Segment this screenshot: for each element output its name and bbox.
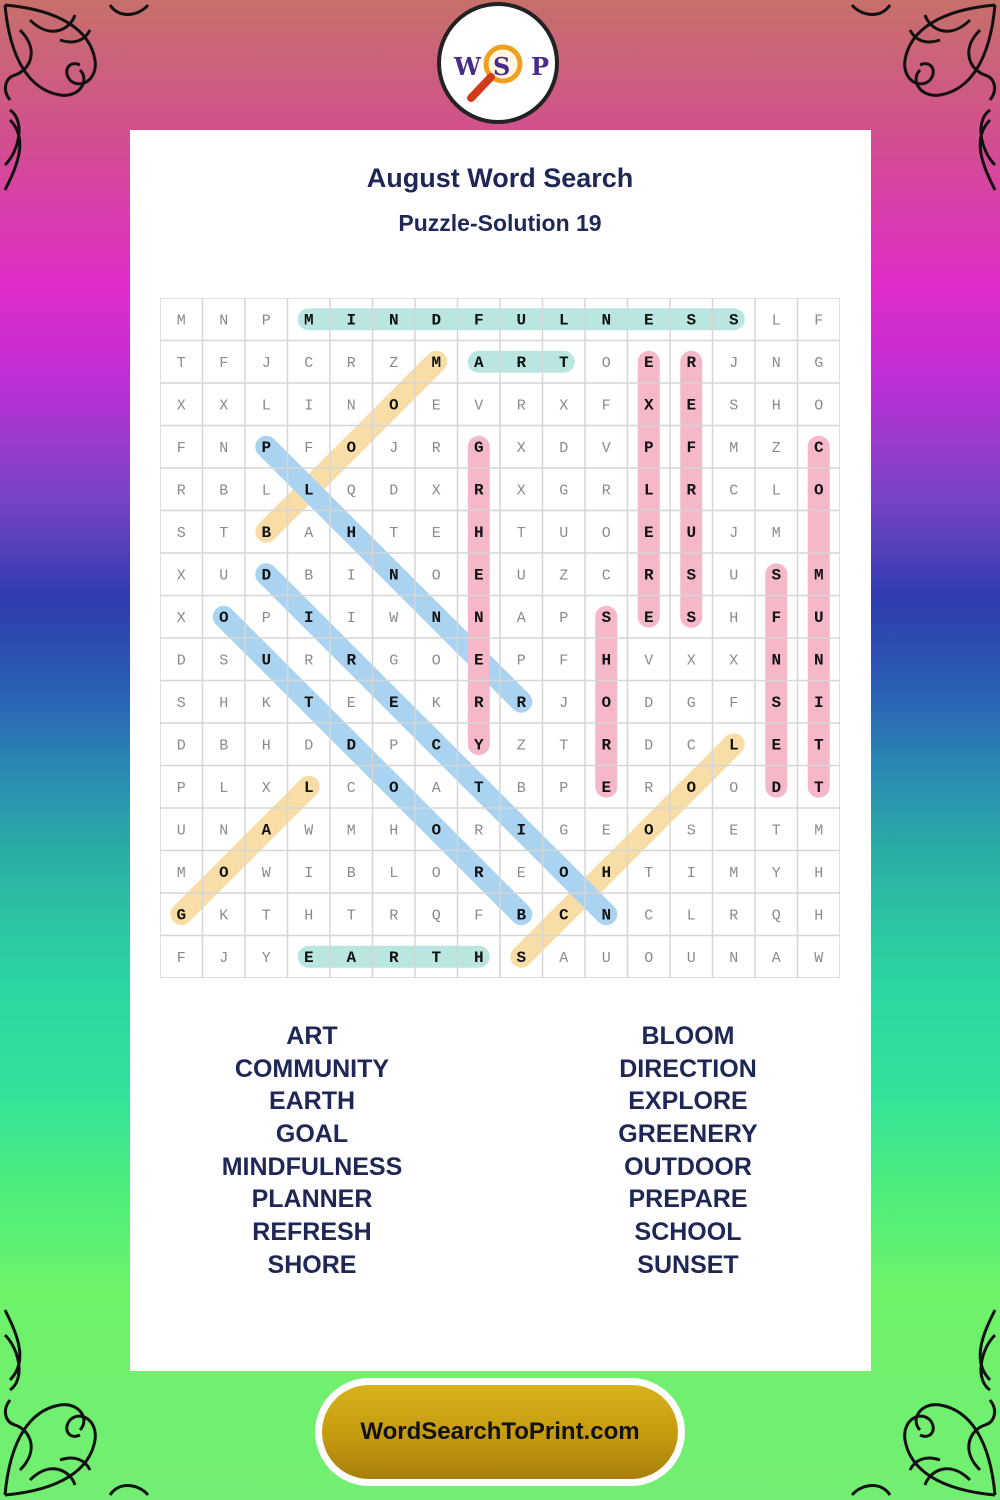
grid-cell-letter[interactable]: H [729,609,739,627]
grid-cell-letter[interactable]: W [304,822,314,840]
grid-cell-letter[interactable]: E [643,608,654,627]
grid-cell-letter[interactable]: K [219,907,229,925]
grid-cell-letter[interactable]: Y [473,736,484,755]
grid-cell-letter[interactable]: U [729,567,739,585]
grid-cell-letter[interactable]: R [686,353,697,372]
word-list-item: ART [286,1022,338,1050]
grid-cell-letter[interactable]: R [473,863,484,882]
grid-cell-letter[interactable]: J [729,354,739,372]
website-button-label: WordSearchToPrint.com [322,1385,678,1479]
grid-cell-letter[interactable]: E [473,651,484,670]
grid-cell-letter[interactable]: L [771,312,781,330]
grid-cell-letter[interactable]: I [686,864,696,882]
grid-cell-letter[interactable]: H [219,694,229,712]
grid-cell-letter[interactable]: I [813,693,824,712]
grid-cell-letter[interactable]: J [261,354,271,372]
grid-cell-letter[interactable]: T [516,524,526,542]
grid-cell-letter[interactable]: R [431,439,441,457]
grid-cell-letter[interactable]: C [431,736,442,755]
word-list-left [162,1020,462,1282]
grid-cell-letter[interactable]: J [219,949,229,967]
grid-cell-letter[interactable]: S [728,311,739,330]
grid-cell-letter[interactable]: B [219,482,229,500]
word-list-item: SCHOOL [634,1218,742,1247]
grid-cell-letter[interactable]: X [176,609,186,627]
grid-cell-letter[interactable]: H [389,822,399,840]
grid-cell-letter[interactable]: M [176,864,186,882]
grid-cell-letter[interactable]: T [644,864,654,882]
grid-cell-letter[interactable]: M [176,312,186,330]
grid-cell-letter[interactable]: G [176,906,187,925]
grid-cell-letter[interactable]: N [771,354,781,372]
grid-cell-letter[interactable]: T [176,354,186,372]
grid-cell-letter[interactable]: Z [516,737,526,755]
grid-cell-letter[interactable]: N [729,949,739,967]
word-list-item: PLANNER [251,1185,373,1214]
grid-cell-letter[interactable]: G [473,438,484,457]
grid-cell-letter[interactable]: T [559,737,569,755]
grid-cell-letter[interactable]: M [814,822,824,840]
page-title: August Word Search [366,163,634,193]
grid-cell-letter[interactable]: C [304,354,314,372]
grid-cell-letter[interactable]: N [388,311,399,330]
word-list-item: BLOOM [641,1022,735,1050]
grid-cell-letter[interactable]: I [516,821,527,840]
grid-cell-letter[interactable]: B [516,779,526,797]
grid-cell-letter[interactable]: F [771,608,782,627]
grid-cell-letter[interactable]: L [261,482,271,500]
grid-cell-letter[interactable]: E [601,822,611,840]
word-list-item: OUTDOOR [624,1152,752,1181]
grid-cell-letter[interactable]: U [813,608,824,627]
grid-cell-letter[interactable]: L [219,779,229,797]
grid-cell-letter[interactable]: P [176,779,186,797]
grid-cell-letter[interactable]: C [729,482,739,500]
grid-cell-letter[interactable]: E [388,693,399,712]
grid-cell-letter[interactable]: D [431,311,442,330]
grid-cell-letter[interactable]: N [219,439,229,457]
grid-cell-letter[interactable]: O [218,608,229,627]
grid-cell-letter[interactable]: P [559,609,569,627]
grid-cell-letter[interactable]: U [219,567,229,585]
grid-cell-letter[interactable]: F [219,354,229,372]
website-button[interactable] [315,1378,685,1486]
grid-cell-letter[interactable]: U [516,311,527,330]
grid-cell-letter[interactable]: J [729,524,739,542]
grid-cell-letter[interactable]: U [176,822,186,840]
word-list-item: EXPLORE [628,1087,748,1116]
grid-cell-letter[interactable]: O [431,567,441,585]
grid-cell-letter[interactable]: L [686,907,696,925]
grid-cell-letter[interactable]: L [261,397,271,415]
word-list-item: DIRECTION [619,1054,757,1083]
grid-cell-letter[interactable]: B [304,567,314,585]
grid-cell-letter[interactable]: P [261,438,272,457]
grid-cell-letter[interactable]: S [686,566,697,585]
grid-cell-letter[interactable]: O [814,397,824,415]
grid-cell-letter[interactable]: X [516,482,526,500]
grid-cell-letter[interactable]: C [644,907,654,925]
grid-cell-letter[interactable]: N [219,312,229,330]
grid-cell-letter[interactable]: O [729,779,739,797]
grid-cell-letter[interactable]: R [643,566,654,585]
grid-cell-letter[interactable]: P [389,737,399,755]
grid-cell-letter[interactable]: N [219,822,229,840]
grid-cell-letter[interactable]: K [431,694,441,712]
grid-cell-letter[interactable]: I [304,864,314,882]
grid-cell-letter[interactable]: D [346,736,357,755]
grid-cell-letter[interactable]: G [389,652,399,670]
grid-cell-letter[interactable]: X [261,779,271,797]
grid-cell-letter[interactable]: C [558,906,569,925]
grid-cell-letter[interactable]: T [558,353,569,372]
grid-cell-letter[interactable]: I [346,311,357,330]
grid-cell-letter[interactable]: K [261,694,271,712]
grid-cell-letter[interactable]: N [388,566,399,585]
grid-cell-letter[interactable]: L [771,482,781,500]
grid-cell-letter[interactable]: H [304,907,314,925]
grid-cell-letter[interactable]: F [473,311,484,330]
grid-cell-letter[interactable]: O [813,481,824,500]
grid-cell-letter[interactable]: Q [771,907,781,925]
grid-cell-letter[interactable]: I [304,397,314,415]
grid-cell-letter[interactable]: R [388,948,399,967]
grid-cell-letter[interactable]: C [686,737,696,755]
grid-cell-letter[interactable]: F [176,949,186,967]
grid-cell-letter[interactable]: M [303,311,314,330]
grid-cell-letter[interactable]: R [729,907,739,925]
grid-cell-letter[interactable]: L [643,481,654,500]
grid-cell-letter[interactable]: G [559,482,569,500]
grid-cell-letter[interactable]: E [431,397,441,415]
grid-cell-letter[interactable]: S [601,608,612,627]
grid-cell-letter[interactable]: O [644,949,654,967]
grid-cell-letter[interactable]: X [219,397,229,415]
grid-cell-letter[interactable]: O [601,524,611,542]
grid-cell-letter[interactable]: G [686,694,696,712]
grid-cell-letter[interactable]: O [388,396,399,415]
grid-cell-letter[interactable]: E [601,778,612,797]
grid-cell-letter[interactable]: B [261,523,272,542]
grid-cell-letter[interactable]: R [516,693,527,712]
grid-cell-letter[interactable]: X [176,397,186,415]
word-list-item: SHORE [267,1250,357,1279]
grid-cell-letter[interactable]: S [219,652,229,670]
grid-cell-letter[interactable]: H [601,863,612,882]
grid-cell-letter[interactable]: V [474,397,484,415]
grid-cell-letter[interactable]: L [303,481,314,500]
grid-cell-letter[interactable]: A [261,821,272,840]
grid-cell-letter[interactable]: H [473,948,484,967]
grid-cell-letter[interactable]: D [644,737,654,755]
grid-cell-letter[interactable]: P [261,312,271,330]
grid-cell-letter[interactable]: R [473,481,484,500]
grid-cell-letter[interactable]: F [559,652,569,670]
grid-cell-letter[interactable]: O [601,354,611,372]
grid-cell-letter[interactable]: B [219,737,229,755]
grid-cell-letter[interactable]: J [559,694,569,712]
grid-cell-letter[interactable]: S [686,311,697,330]
corner-ornament-bottom-right [850,1300,1000,1500]
grid-cell-letter[interactable]: R [346,354,356,372]
grid-cell-letter[interactable]: O [431,864,441,882]
grid-cell-letter[interactable]: R [644,779,654,797]
grid-cell-letter[interactable]: E [303,948,314,967]
word-list-item: GREENERY [618,1120,758,1149]
grid-cell-letter[interactable]: R [176,482,186,500]
grid-cell-letter[interactable]: E [643,353,654,372]
grid-cell-letter[interactable]: D [261,566,272,585]
word-search-grid[interactable] [160,298,840,978]
grid-cell-letter[interactable]: Q [431,907,441,925]
grid-cell-letter[interactable]: E [729,822,739,840]
grid-cell-letter[interactable]: H [814,907,824,925]
grid-cell-letter[interactable]: C [813,438,824,457]
grid-cell-letter[interactable]: X [516,439,526,457]
grid-cell-letter[interactable]: O [431,652,441,670]
grid-cell-letter[interactable]: A [771,949,781,967]
grid-cell-letter[interactable]: A [473,353,484,372]
grid-cell-letter[interactable]: F [814,312,824,330]
grid-cell-letter[interactable]: V [601,439,611,457]
grid-cell-letter[interactable]: H [771,397,781,415]
word-list-right [538,1020,838,1282]
grid-cell-letter[interactable]: F [686,438,697,457]
grid-cell-letter[interactable]: Z [389,354,399,372]
grid-cell-letter[interactable]: T [219,524,229,542]
logo-letter-s: S [493,52,511,81]
grid-cell-letter[interactable]: C [346,779,356,797]
grid-cell-letter[interactable]: N [601,311,612,330]
grid-cell-letter[interactable]: L [303,778,314,797]
grid-cell-letter[interactable]: U [601,949,611,967]
grid-cell-letter[interactable]: F [601,397,611,415]
grid-cell-letter[interactable]: U [559,524,569,542]
grid-cell-letter[interactable]: T [813,778,824,797]
grid-cell-letter[interactable]: X [431,482,441,500]
grid-cell-letter[interactable]: H [473,523,484,542]
word-list-item: PREPARE [628,1185,748,1214]
grid-cell-letter[interactable]: I [346,609,356,627]
grid-cell-letter[interactable]: D [771,778,782,797]
grid-cell-letter[interactable]: E [643,523,654,542]
grid-cell-letter[interactable]: D [304,737,314,755]
grid-cell-letter[interactable]: A [346,948,357,967]
grid-cell-letter[interactable]: O [388,778,399,797]
grid-cell-letter[interactable]: S [516,948,527,967]
grid-cell-letter[interactable]: E [346,694,356,712]
grid-svg [160,298,840,978]
grid-cell-letter[interactable]: D [176,737,186,755]
page-subtitle: Puzzle-Solution 19 [398,210,602,236]
grid-cell-letter[interactable]: O [686,778,697,797]
grid-cell-letter[interactable]: O [558,863,569,882]
grid-cell-letter[interactable]: Y [261,949,271,967]
grid-cell-letter[interactable]: A [304,524,314,542]
grid-cell-letter[interactable]: X [643,396,654,415]
grid-cell-letter[interactable]: B [346,864,356,882]
grid-cell-letter[interactable]: D [389,482,399,500]
word-list-item: GOAL [275,1120,349,1149]
grid-cell-letter[interactable]: S [686,608,697,627]
grid-cell-letter[interactable]: W [814,949,824,967]
grid-cell-letter[interactable]: N [601,906,612,925]
grid-cell-letter[interactable]: F [474,907,484,925]
grid-cell-letter[interactable]: E [473,566,484,585]
grid-cell-letter[interactable]: V [644,652,654,670]
grid-cell-letter[interactable]: L [389,864,399,882]
grid-cell-letter[interactable]: P [559,779,569,797]
grid-cell-letter[interactable]: W [261,864,271,882]
grid-cell-letter[interactable]: U [261,651,272,670]
grid-cell-letter[interactable]: U [686,523,697,542]
grid-cell-letter[interactable]: G [559,822,569,840]
grid-cell-letter[interactable]: T [813,736,824,755]
grid-cell-letter[interactable]: H [601,651,612,670]
word-list-item: MINDFULNESS [221,1152,403,1181]
grid-cell-letter[interactable]: Y [771,864,781,882]
grid-cell-letter[interactable]: O [643,821,654,840]
grid-cell-letter[interactable]: S [771,693,782,712]
grid-cell-letter[interactable]: T [771,822,781,840]
grid-cell-letter[interactable]: S [176,524,186,542]
corner-ornament-bottom-left [0,1300,150,1500]
grid-cell-letter[interactable]: R [346,651,357,670]
grid-cell-letter[interactable]: A [516,609,526,627]
site-logo[interactable] [437,2,559,124]
word-list-item: COMMUNITY [234,1054,390,1083]
grid-cell-letter[interactable]: F [729,694,739,712]
grid-cell-letter[interactable]: P [261,609,271,627]
grid-cell-letter[interactable]: X [686,652,696,670]
grid-cell-letter[interactable]: A [559,949,569,967]
grid-cell-letter[interactable]: D [644,694,654,712]
grid-cell-letter[interactable]: J [389,439,399,457]
grid-cell-letter[interactable]: E [686,396,697,415]
grid-cell-letter[interactable]: O [218,863,229,882]
grid-cell-letter[interactable]: N [431,608,442,627]
grid-cell-letter[interactable]: P [516,652,526,670]
grid-cell-letter[interactable]: Z [559,567,569,585]
grid-cell-letter[interactable]: N [813,651,824,670]
grid-cell-letter[interactable]: D [559,439,569,457]
grid-cell-letter[interactable]: T [473,778,484,797]
grid-cell-letter[interactable]: M [346,822,356,840]
grid-cell-letter[interactable]: T [346,907,356,925]
grid-cell-letter[interactable]: O [601,693,612,712]
grid-cell-letter[interactable]: M [771,524,781,542]
grid-cell-letter[interactable]: X [729,652,739,670]
grid-cell-letter[interactable]: R [686,481,697,500]
grid-cell-letter[interactable]: R [389,907,399,925]
grid-cell-letter[interactable]: R [473,693,484,712]
word-list-item: SUNSET [637,1250,739,1279]
grid-cell-letter[interactable]: S [176,694,186,712]
grid-cell-letter[interactable]: G [814,354,824,372]
grid-cell-letter[interactable]: H [814,864,824,882]
grid-cell-letter[interactable]: D [176,652,186,670]
grid-cell-letter[interactable]: Q [346,482,356,500]
grid-cell-letter[interactable]: N [473,608,484,627]
grid-cell-letter[interactable]: L [728,736,739,755]
grid-cell-letter[interactable]: R [516,353,527,372]
grid-cell-letter[interactable]: S [729,397,739,415]
grid-cell-letter[interactable]: T [389,524,399,542]
word-list-item: EARTH [268,1087,356,1116]
logo-letter-w: W [454,52,481,81]
word-list-item: REFRESH [252,1218,372,1247]
grid-cell-letter[interactable]: R [516,397,526,415]
grid-cell-letter[interactable]: L [558,311,569,330]
grid-cell-letter[interactable]: T [261,907,271,925]
grid-cell-letter[interactable]: M [431,353,442,372]
grid-cell-letter[interactable]: O [346,438,357,457]
grid-cell-letter[interactable]: T [431,948,442,967]
grid-cell-letter[interactable]: H [346,523,357,542]
grid-cell-letter[interactable]: N [346,397,356,415]
grid-cell-letter[interactable]: U [516,567,526,585]
grid-cell-letter[interactable]: R [304,652,314,670]
grid-cell-letter[interactable]: Z [771,439,781,457]
grid-cell-letter[interactable]: R [601,736,612,755]
grid-cell-letter[interactable]: U [686,949,696,967]
grid-cell-letter[interactable]: C [601,567,611,585]
grid-cell-letter[interactable]: E [516,864,526,882]
grid-cell-letter[interactable]: S [686,822,696,840]
grid-cell-letter[interactable]: R [474,822,484,840]
grid-cell-letter[interactable]: I [346,567,356,585]
grid-cell-letter[interactable]: E [771,736,782,755]
grid-cell-letter[interactable]: N [771,651,782,670]
grid-cell-letter[interactable]: I [303,608,314,627]
grid-cell-letter[interactable]: F [304,439,314,457]
grid-cell-letter[interactable]: T [303,693,314,712]
grid-cell-letter[interactable]: A [431,779,441,797]
grid-cell-letter[interactable]: X [559,397,569,415]
grid-cell-letter[interactable]: P [643,438,654,457]
grid-cell-letter[interactable]: E [431,524,441,542]
grid-cell-letter[interactable]: R [601,482,611,500]
grid-cell-letter[interactable]: B [516,906,527,925]
grid-cell-letter[interactable]: M [729,439,739,457]
logo-letter-p: P [531,52,550,81]
grid-cell-letter[interactable]: M [813,566,824,585]
grid-cell-letter[interactable]: M [729,864,739,882]
grid-cell-letter[interactable]: F [176,439,186,457]
grid-cell-letter[interactable]: X [176,567,186,585]
grid-cell-letter[interactable]: O [431,821,442,840]
grid-cell-letter[interactable]: W [389,609,399,627]
grid-cell-letter[interactable]: E [643,311,654,330]
grid-cell-letter[interactable]: H [261,737,271,755]
grid-cell-letter[interactable]: S [771,566,782,585]
